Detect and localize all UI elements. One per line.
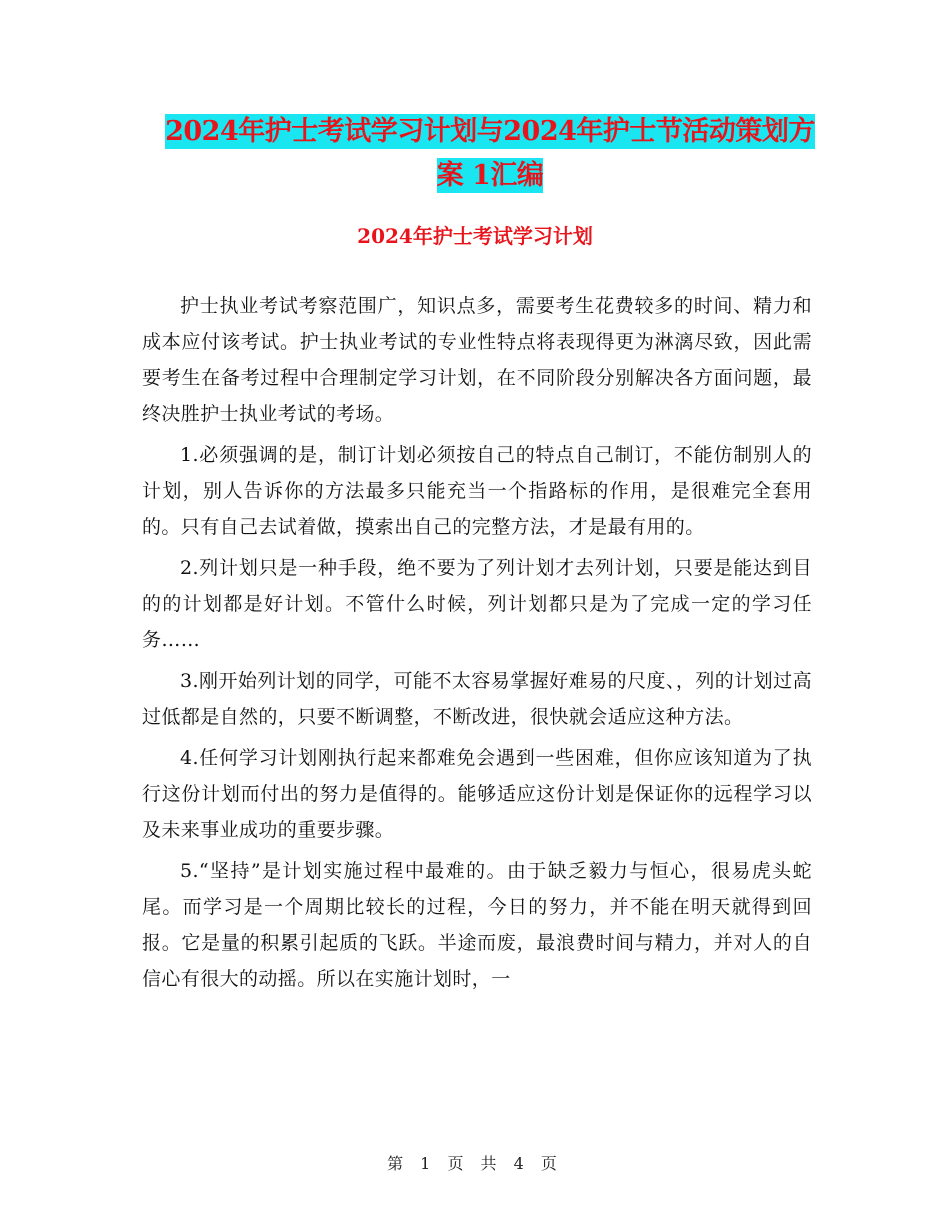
page-footer: 第 1 页 共 4 页 [387,1154,563,1173]
title-highlight: 2024年护士考试学习计划与2024年护士节活动策划方 [165,116,815,147]
document-title-line-1 [140,112,840,152]
section-title: 2024年护士考试学习计划 [357,224,593,248]
paragraph-3: 3.刚开始列计划的同学，可能不太容易掌握好难易的尺度、，列的计划过高过低都是自然的，只要不断调整，不断改进，很快就会适应这种方法。 [142,670,812,728]
paragraph-2: 2.列计划只是一种手段，绝不要为了列计划才去列计划，只要是能达到目的的计划都是好计划。不管什么时候，列计划都只是为了完成一定的学习任务…… [142,557,812,651]
document-body [142,288,812,1002]
paragraph-1: 1.必须强调的是，制订计划必须按自己的特点自己制订，不能仿制别人的计划，别人告诉你的方法最多只能充当一个指路标的作用，是很难完全套用的。只有自己去试着做，摸索出自己的完整方法，才是最有用的。 [142,444,812,538]
paragraph-intro: 护士执业考试考察范围广，知识点多，需要考生花费较多的时间、精力和成本应付该考试。护士执业考试的专业性特点将表现得更为淋漓尽致，因此需要考生在备考过程中合理制定学习计划，在不同阶段分别解决各方面问题，最终决胜护士执业考试的考场。 [142,295,812,425]
paragraph-5: 5.“坚持”是计划实施过程中最难的。由于缺乏毅力与恒心，很易虎头蛇尾。而学习是一个周期比较长的过程，今日的努力，并不能在明天就得到回报。它是量的积累引起质的飞跃。半途而废，最浪费时间与精力，并对人的自信心有很大的动摇。所以在实施计划时，一 [142,860,812,990]
document-title-line-2 [140,156,840,196]
title-highlight: 案 1汇编 [436,160,544,191]
paragraph-4: 4.任何学习计划刚执行起来都难免会遇到一些困难，但你应该知道为了执行这份计划而付出的努力是值得的。能够适应这份计划是保证你的远程学习以及未来事业成功的重要步骤。 [142,747,812,841]
